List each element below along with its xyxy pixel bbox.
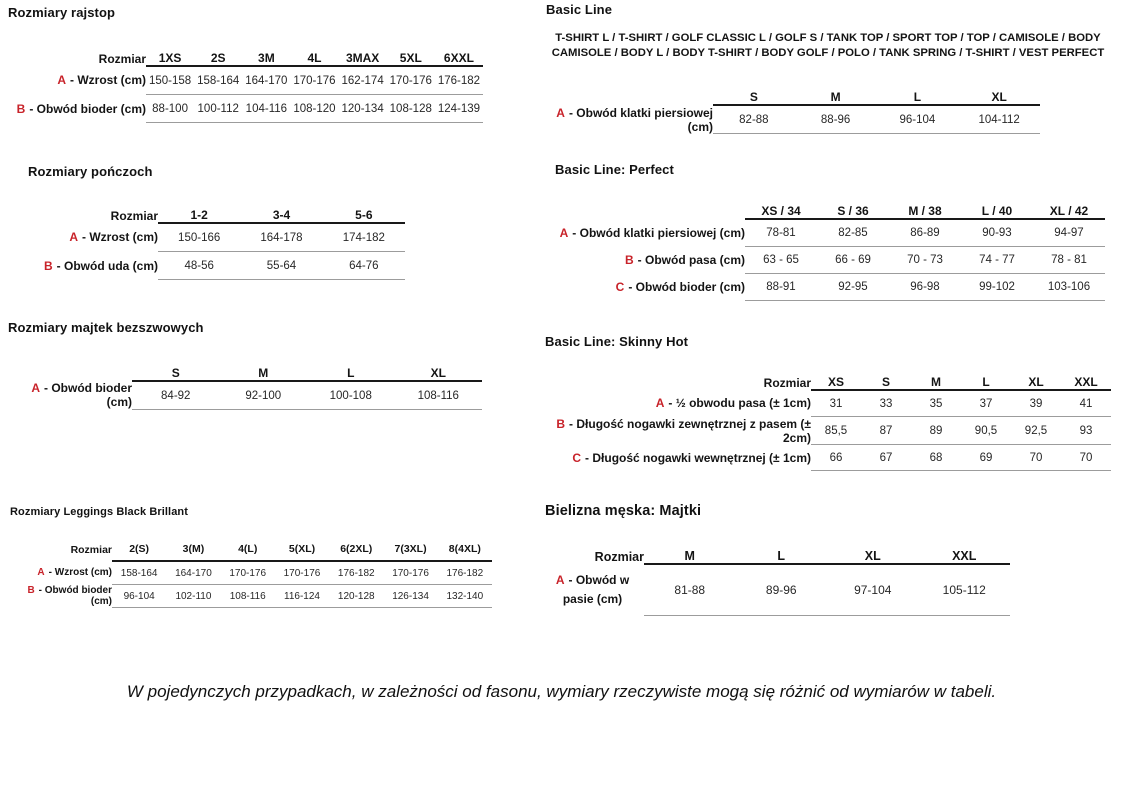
value-cell: 100-112 [194, 95, 242, 123]
dimension-letter: C [615, 280, 625, 294]
row-label-cell [8, 95, 146, 123]
table-title-leggings: Rozmiary Leggings Black Brillant [10, 506, 189, 518]
size-table-section-basic-line-skinny-hot [545, 334, 1111, 471]
measurement-row [555, 274, 1105, 301]
size-column-header: 5XL [387, 51, 435, 66]
size-column-header: XL [958, 90, 1040, 105]
size-column-header: 3M [242, 51, 290, 66]
value-cell: 96-104 [877, 105, 959, 134]
dimension-label: - Wzrost (cm) [82, 230, 158, 245]
value-cell: 93 [1061, 417, 1111, 445]
measurement-row [555, 247, 1105, 274]
value-cell: 170-176 [275, 561, 329, 585]
table-header [28, 208, 405, 223]
dimension-label: - Wzrost (cm) [70, 73, 146, 88]
value-cell: 108-120 [290, 95, 338, 123]
table-title-bielizna-meska: Bielizna męska: Majtki [545, 503, 702, 519]
value-cell: 150-158 [146, 66, 194, 95]
value-cell: 70 - 73 [889, 247, 961, 274]
table-header [8, 51, 483, 66]
size-column-header: M [644, 549, 736, 564]
value-cell: 99-102 [961, 274, 1033, 301]
value-cell: 81-88 [644, 564, 736, 616]
size-table-section-majtki-bezszwowe [8, 320, 482, 410]
size-header-label-cell: Rozmiar [110, 209, 158, 223]
dimension-letter: A [69, 230, 78, 245]
size-column-header: M [911, 375, 961, 390]
size-column-header: 6(2XL) [329, 543, 383, 561]
value-cell: 64-76 [323, 252, 405, 280]
dimension-letter: B [624, 253, 634, 267]
value-cell: 176-182 [438, 561, 492, 585]
dimension-label: - Obwód bioder (cm) [29, 101, 146, 116]
value-cell: 90,5 [961, 417, 1011, 445]
table-body [28, 223, 405, 280]
value-cell: 63 - 65 [745, 247, 817, 274]
size-table-bielizna-meska [545, 549, 1010, 616]
row-label-cell [28, 223, 158, 252]
size-column-header: XL [1011, 375, 1061, 390]
row-label-cell [28, 252, 158, 280]
dimension-letter: A [57, 73, 66, 88]
measurement-row [28, 252, 405, 280]
size-column-header: L [877, 90, 959, 105]
value-cell: 105-112 [919, 564, 1011, 616]
size-column-header: XS / 34 [745, 204, 817, 219]
dimension-label: - ½ obwodu pasa (± 1cm) [668, 396, 811, 411]
value-cell: 89 [911, 417, 961, 445]
dimension-label: - Obwód klatki piersiowej (cm) [568, 105, 713, 134]
table-header-row [545, 549, 1010, 564]
value-cell: 87 [861, 417, 911, 445]
size-table-rajstop [8, 51, 483, 123]
value-cell: 92-100 [220, 381, 308, 410]
footer-disclaimer: W pojedynczych przypadkach, w zależności od fasonu, wymiary rzeczywiste mogą się różnić od wymiarów w tabeli. [126, 682, 997, 701]
value-cell: 170-176 [387, 66, 435, 95]
measurement-row [8, 66, 483, 95]
value-cell: 108-116 [395, 381, 483, 410]
size-column-header: S / 36 [817, 204, 889, 219]
dimension-label: - Obwód bioder (cm) [38, 585, 112, 607]
size-column-header: 2(S) [112, 543, 166, 561]
size-header-label-cell: Rozmiar [594, 550, 644, 564]
size-column-header: M [795, 90, 877, 105]
size-column-header: 5(XL) [275, 543, 329, 561]
size-header-label-cell [8, 366, 132, 381]
value-cell: 158-164 [112, 561, 166, 585]
size-table-ponczoch [28, 208, 405, 280]
value-cell: 74 - 77 [961, 247, 1033, 274]
size-column-header: XL [827, 549, 919, 564]
size-column-header: 3(M) [166, 543, 220, 561]
value-cell: 88-91 [745, 274, 817, 301]
table-body [545, 564, 1010, 616]
table-body [555, 219, 1105, 301]
size-column-header: M [220, 366, 308, 381]
dimension-letter: B [16, 101, 26, 116]
value-cell: 55-64 [240, 252, 322, 280]
dimension-label: - Długość nogawki zewnętrznej z pasem (± 2cm) [569, 416, 811, 445]
dimension-letter: C [572, 450, 582, 465]
dimension-letter: A [556, 105, 565, 120]
size-table-basic-line-perfect [555, 204, 1105, 301]
measurement-row [545, 445, 1111, 471]
measurement-row [10, 561, 492, 585]
dimension-letter: A [37, 567, 45, 579]
measurement-row [10, 585, 492, 608]
size-column-header: 4L [290, 51, 338, 66]
value-cell: 124-139 [435, 95, 483, 123]
size-column-header: L [736, 549, 828, 564]
table-title-majtki-bezszwowe: Rozmiary majtek bezszwowych [8, 320, 204, 335]
value-cell: 35 [911, 390, 961, 417]
size-column-header: 2S [194, 51, 242, 66]
row-label-cell [10, 561, 112, 585]
row-label-cell [555, 219, 745, 247]
size-column-header: M / 38 [889, 204, 961, 219]
measurement-row [545, 417, 1111, 445]
value-cell: 94-97 [1033, 219, 1105, 247]
table-header [545, 375, 1111, 390]
value-cell: 78-81 [745, 219, 817, 247]
measurement-row [546, 105, 1040, 134]
table-title-basic-line-perfect: Basic Line: Perfect [555, 162, 674, 177]
value-cell: 120-134 [339, 95, 387, 123]
size-table-basic-line [546, 90, 1040, 134]
size-column-header: 7(3XL) [383, 543, 437, 561]
value-cell: 70 [1061, 445, 1111, 471]
row-label-cell [545, 564, 644, 616]
size-header-label-cell: Rozmiar [70, 544, 112, 556]
value-cell: 78 - 81 [1033, 247, 1105, 274]
value-cell: 170-176 [290, 66, 338, 95]
dimension-letter: B [556, 416, 566, 431]
table-header [555, 204, 1105, 219]
table-header-row [28, 208, 405, 223]
table-header [545, 549, 1010, 564]
measurement-row [8, 95, 483, 123]
value-cell: 164-178 [240, 223, 322, 252]
value-cell: 89-96 [736, 564, 828, 616]
value-cell: 33 [861, 390, 911, 417]
value-cell: 126-134 [383, 585, 437, 608]
size-column-header: L [961, 375, 1011, 390]
value-cell: 164-170 [242, 66, 290, 95]
dimension-label: - Obwód pasa (cm) [637, 253, 745, 267]
row-label-cell [545, 390, 811, 417]
value-cell: 68 [911, 445, 961, 471]
size-table-leggings [10, 543, 492, 608]
size-column-header: L [307, 366, 395, 381]
table-body [10, 561, 492, 608]
table-header-row [8, 366, 482, 381]
size-column-header: S [132, 366, 220, 381]
size-header-label-cell: Rozmiar [98, 52, 146, 66]
table-header-row [555, 204, 1105, 219]
dimension-label: - Obwód bioder (cm) [44, 381, 132, 410]
value-cell: 69 [961, 445, 1011, 471]
measurement-row [555, 219, 1105, 247]
row-label-cell [8, 381, 132, 410]
dimension-letter: A [555, 573, 565, 588]
table-title-ponczoch: Rozmiary pończoch [28, 164, 153, 179]
size-table-basic-line-skinny-hot [545, 375, 1111, 471]
value-cell: 41 [1061, 390, 1111, 417]
value-cell: 97-104 [827, 564, 919, 616]
value-cell: 120-128 [329, 585, 383, 608]
value-cell: 108-116 [221, 585, 275, 608]
value-cell: 104-112 [958, 105, 1040, 134]
dimension-letter: A [31, 381, 40, 396]
value-cell: 82-85 [817, 219, 889, 247]
value-cell: 70 [1011, 445, 1061, 471]
value-cell: 90-93 [961, 219, 1033, 247]
value-cell: 88-96 [795, 105, 877, 134]
size-table-section-bielizna-meska [545, 503, 1010, 616]
table-header-row [545, 375, 1111, 390]
dimension-label: - Wzrost (cm) [48, 567, 112, 579]
value-cell: 100-108 [307, 381, 395, 410]
size-column-header: XXL [919, 549, 1011, 564]
value-cell: 174-182 [323, 223, 405, 252]
value-cell: 84-92 [132, 381, 220, 410]
dimension-label: - Długość nogawki wewnętrznej (± 1cm) [585, 450, 811, 465]
row-label-cell [545, 417, 811, 445]
size-column-header: L / 40 [961, 204, 1033, 219]
size-header-label-cell [546, 90, 713, 105]
dimension-letter: A [655, 396, 665, 411]
size-header-label-cell: Rozmiar [763, 376, 811, 390]
size-header-label-cell [555, 204, 745, 219]
value-cell: 176-182 [435, 66, 483, 95]
size-column-header: 8(4XL) [438, 543, 492, 561]
value-cell: 108-128 [387, 95, 435, 123]
size-table-majtki-bezszwowe [8, 366, 482, 410]
table-title-basic-line: Basic Line [546, 2, 613, 17]
value-cell: 96-98 [889, 274, 961, 301]
dimension-letter: B [27, 585, 35, 596]
value-cell: 85,5 [811, 417, 861, 445]
row-label-cell [545, 445, 811, 471]
size-column-header: S [861, 375, 911, 390]
size-column-header: 5-6 [323, 208, 405, 223]
table-header [8, 366, 482, 381]
table-body [545, 390, 1111, 471]
dimension-label: - Obwód klatki piersiowej (cm) [572, 225, 745, 240]
value-cell: 96-104 [112, 585, 166, 608]
row-label-cell [555, 247, 745, 274]
table-header [546, 90, 1040, 105]
row-label-cell [10, 585, 112, 608]
size-column-header: XXL [1061, 375, 1111, 390]
size-table-section-basic-line-perfect [555, 162, 1105, 301]
measurement-row [28, 223, 405, 252]
size-column-header: 1XS [146, 51, 194, 66]
value-cell: 162-174 [339, 66, 387, 95]
size-table-section-ponczoch [28, 164, 405, 280]
table-header-row [546, 90, 1040, 105]
row-label-cell [555, 274, 745, 301]
table-body [8, 381, 482, 410]
value-cell: 164-170 [166, 561, 220, 585]
value-cell: 31 [811, 390, 861, 417]
table-body [8, 66, 483, 123]
dimension-label: - Obwód bioder (cm) [628, 280, 745, 294]
dimension-label: - Obwód uda (cm) [56, 258, 158, 273]
value-cell: 39 [1011, 390, 1061, 417]
dimension-letter: A [559, 225, 569, 240]
value-cell: 66 - 69 [817, 247, 889, 274]
value-cell: 86-89 [889, 219, 961, 247]
size-column-header: XL [395, 366, 483, 381]
value-cell: 67 [861, 445, 911, 471]
value-cell: 150-166 [158, 223, 240, 252]
size-column-header: XS [811, 375, 861, 390]
size-column-header: 4(L) [221, 543, 275, 561]
table-title-basic-line-skinny-hot: Basic Line: Skinny Hot [545, 334, 689, 349]
size-column-header: 6XXL [435, 51, 483, 66]
value-cell: 116-124 [275, 585, 329, 608]
size-column-header: XL / 42 [1033, 204, 1105, 219]
measurement-row [545, 564, 1010, 616]
table-header-row [8, 51, 483, 66]
value-cell: 170-176 [383, 561, 437, 585]
measurement-row [545, 390, 1111, 417]
value-cell: 92-95 [817, 274, 889, 301]
size-table-section-rajstop [8, 5, 483, 123]
row-label-cell [8, 66, 146, 95]
value-cell: 37 [961, 390, 1011, 417]
value-cell: 102-110 [166, 585, 220, 608]
size-table-section-basic-line [546, 2, 1110, 134]
value-cell: 48-56 [158, 252, 240, 280]
size-table-section-leggings [10, 506, 492, 608]
size-column-header: S [713, 90, 795, 105]
table-body [546, 105, 1040, 134]
dimension-label: - Obwód w pasie (cm) [562, 573, 630, 606]
value-cell: 132-140 [438, 585, 492, 608]
value-cell: 103-106 [1033, 274, 1105, 301]
value-cell: 158-164 [194, 66, 242, 95]
value-cell: 176-182 [329, 561, 383, 585]
table-title-rajstop: Rozmiary rajstop [8, 5, 116, 20]
size-column-header: 1-2 [158, 208, 240, 223]
value-cell: 170-176 [221, 561, 275, 585]
size-column-header: 3MAX [339, 51, 387, 66]
value-cell: 92,5 [1011, 417, 1061, 445]
table-subtitle-basic-line: T-SHIRT L / T-SHIRT / GOLF CLASSIC L / GOLF S / TANK TOP / SPORT TOP / TOP / CAMISOLE / BODY CAMISOLE / BODY L / BODY T-SHIRT / BODY GOLF / POLO / TANK SPRING / T-SHIRT / VEST PERFECT [551, 32, 1105, 59]
row-label-cell [546, 105, 713, 134]
size-column-header: 3-4 [240, 208, 322, 223]
measurement-row [8, 381, 482, 410]
value-cell: 104-116 [242, 95, 290, 123]
value-cell: 66 [811, 445, 861, 471]
table-header-row [10, 543, 492, 561]
value-cell: 88-100 [146, 95, 194, 123]
value-cell: 82-88 [713, 105, 795, 134]
dimension-letter: B [44, 258, 53, 273]
table-header [10, 543, 492, 561]
